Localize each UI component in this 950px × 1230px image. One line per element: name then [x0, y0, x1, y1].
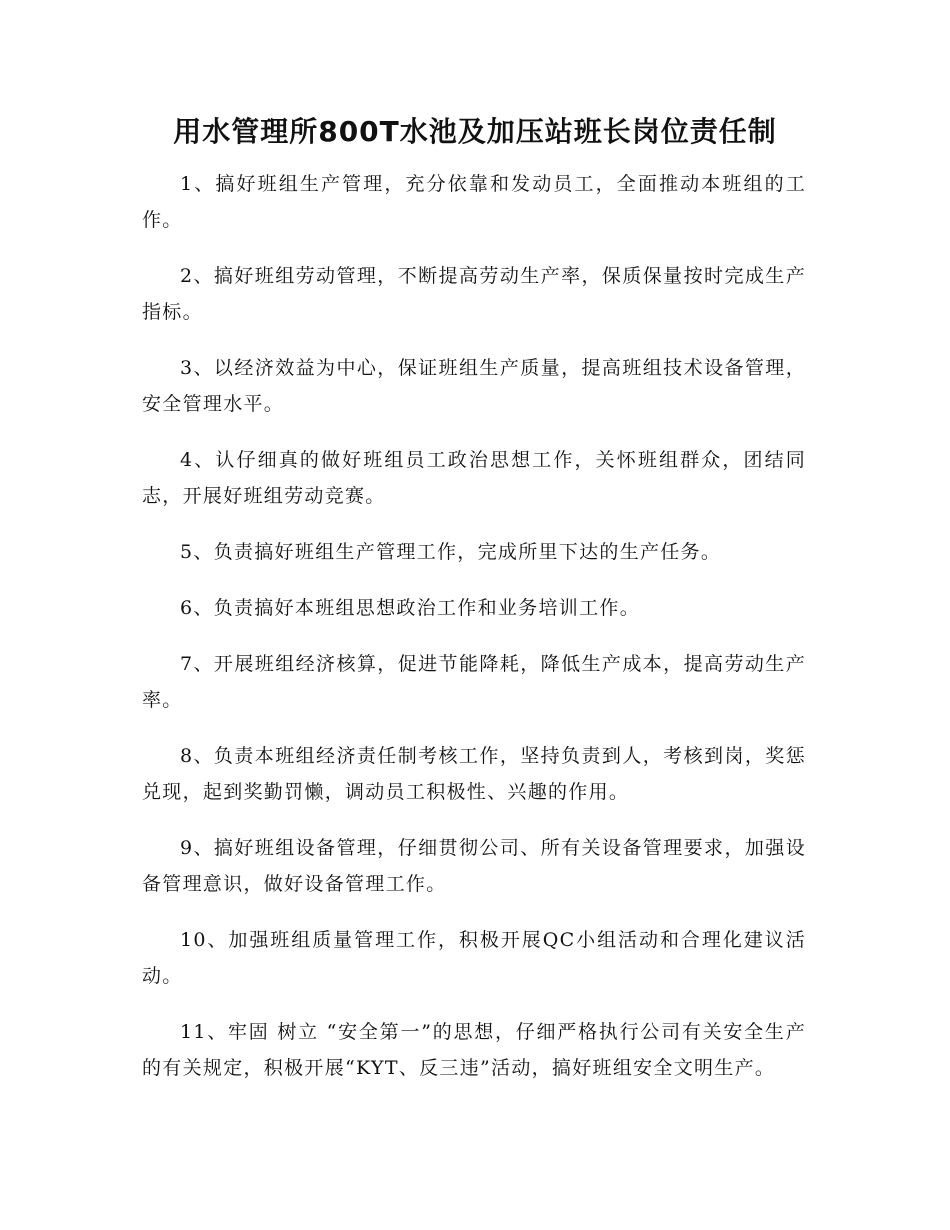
paragraph-5: 5、负责搞好班组生产管理工作，完成所里下达的生产任务。 — [180, 541, 722, 563]
paragraph-6: 6、负责搞好本班组思想政治工作和业务培训工作。 — [180, 597, 640, 619]
paragraph-9: 9、搞好班组设备管理，仔细贯彻公司、所有关设备管理要求，加强设备管理意识，做好设备管理工作。 — [142, 837, 806, 895]
paragraph-8: 8、负责本班组经济责任制考核工作，坚持负责到人，考核到岗，奖惩兑现，起到奖勤罚懒，调动员工积极性、兴趣的作用。 — [142, 745, 806, 803]
paragraph-4: 4、认仔细真的做好班组员工政治思想工作，关怀班组群众，团结同志，开展好班组劳动竞赛。 — [142, 449, 806, 507]
paragraph-7: 7、开展班组经济核算，促进节能降耗，降低生产成本，提高劳动生产率。 — [142, 653, 806, 711]
paragraph-10: 10、加强班组质量管理工作，积极开展QC小组活动和合理化建议活动。 — [142, 929, 806, 987]
document-body — [142, 166, 806, 1106]
paragraph-1: 1、搞好班组生产管理，充分依靠和发动员工，全面推动本班组的工作。 — [142, 173, 806, 231]
paragraph-3: 3、以经济效益为中心，保证班组生产质量，提高班组技术设备管理，安全管理水平。 — [142, 357, 806, 415]
paragraph-2: 2、搞好班组劳动管理，不断提高劳动生产率，保质保量按时完成生产指标。 — [142, 265, 806, 323]
document-title: 用水管理所800T水池及加压站班长岗位责任制 — [173, 115, 777, 148]
paragraph-11: 11、牢固 树立 “安全第一”的思想，仔细严格执行公司有关安全生产的有关规定，积极开展“KYT、反三违”活动，搞好班组安全文明生产。 — [142, 1021, 806, 1079]
